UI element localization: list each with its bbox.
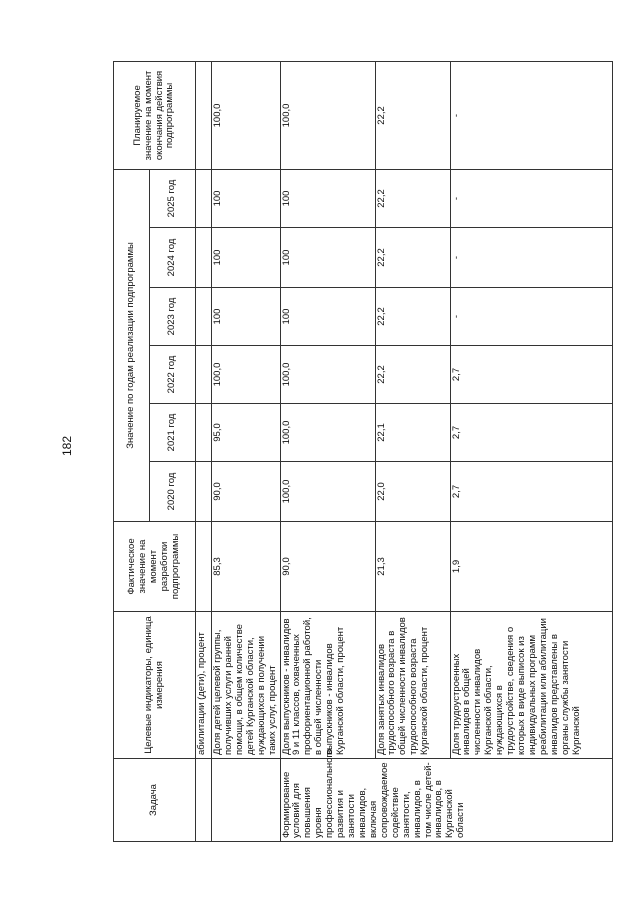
indicator-cell: Доля выпускников - инвалидов 9 и 11 классов, охваченных профориентационной работой, в общей численности выпускников - инвалидов Курганской области, процент (280, 612, 375, 759)
header-year-2022: 2022 год (150, 346, 196, 404)
value-2022-cell (196, 346, 212, 404)
value-2021-cell: 22,1 (375, 404, 450, 462)
planned-cell: 100,0 (280, 61, 375, 169)
actual-cell: 21,3 (375, 522, 450, 612)
value-2020-cell: 22,0 (375, 462, 450, 522)
actual-cell (196, 522, 212, 612)
value-2021-cell: 95,0 (212, 404, 281, 462)
value-2020-cell: 100,0 (280, 462, 375, 522)
value-2025-cell: - (450, 169, 612, 227)
header-year-2024: 2024 год (150, 228, 196, 288)
page-number: 182 (60, 435, 74, 457)
value-2025-cell: 100 (212, 169, 281, 227)
header-year-2021: 2021 год (150, 404, 196, 462)
planned-cell: - (450, 61, 612, 169)
value-2020-cell (196, 462, 212, 522)
indicator-cell: абилитации (дети), процент (196, 612, 212, 759)
table-row (375, 61, 450, 841)
table-row (196, 61, 212, 841)
value-2023-cell: 100 (280, 288, 375, 346)
value-2024-cell (196, 228, 212, 288)
value-2021-cell: 2,7 (450, 404, 612, 462)
planned-cell (196, 61, 212, 169)
task-cell: Формирование условий для повышения уровня профессионального развития и занятости инвалидов, включая сопровождаемое содействие занятости, инвалидов, в том числе детей-инвалидов, в Курганской области (280, 759, 612, 842)
header-year-2025: 2025 год (150, 169, 196, 227)
indicator-cell: Доля занятых инвалидов трудоспособного возраста в общей численности инвалидов трудоспособного возраста Курганской области, процент (375, 612, 450, 759)
table-row (212, 61, 281, 841)
value-2024-cell: 100 (212, 228, 281, 288)
value-2024-cell: - (450, 228, 612, 288)
value-2023-cell: - (450, 288, 612, 346)
actual-cell: 90,0 (280, 522, 375, 612)
planned-cell: 22,2 (375, 61, 450, 169)
value-2020-cell: 90,0 (212, 462, 281, 522)
value-2022-cell: 2,7 (450, 346, 612, 404)
header-year-2020: 2020 год (150, 462, 196, 522)
value-2025-cell: 100 (280, 169, 375, 227)
header-year-2023: 2023 год (150, 288, 196, 346)
header-planned: Планируемое значение на момент окончания действия подпрограммы (114, 61, 196, 169)
value-2023-cell: 22,2 (375, 288, 450, 346)
indicator-cell: Доля детей целевой группы, получивших услуги ранней помощи, в общем количестве детей Курганской области, нуждающихся в получении таких услуг, процент (212, 612, 281, 759)
value-2020-cell: 2,7 (450, 462, 612, 522)
header-by-years: Значение по годам реализации подпрограммы (114, 169, 150, 521)
header-task: Задача (114, 759, 196, 842)
value-2022-cell: 100,0 (280, 346, 375, 404)
task-cell (196, 759, 212, 842)
value-2021-cell: 100,0 (280, 404, 375, 462)
header-indicator: Целевые индикаторы, единица измерения (114, 612, 196, 759)
value-2025-cell: 22,2 (375, 169, 450, 227)
header-actual: Фактическое значение на момент разработки подпрограммы (114, 522, 196, 612)
value-2021-cell (196, 404, 212, 462)
value-2024-cell: 100 (280, 228, 375, 288)
value-2025-cell (196, 169, 212, 227)
table-row (450, 61, 612, 841)
value-2023-cell: 100 (212, 288, 281, 346)
value-2022-cell: 100,0 (212, 346, 281, 404)
indicators-table (113, 61, 613, 842)
indicator-cell: Доля трудоустроенных инвалидов в общей численности инвалидов Курганской области, нуждающихся в трудоустройстве, сведения о которых в виде выписок из индивидуальных программ реабилитации или абилитации инвалидов представлены в органы службы занятости Курганской (450, 612, 612, 759)
actual-cell: 85,3 (212, 522, 281, 612)
planned-cell: 100,0 (212, 61, 281, 169)
value-2024-cell: 22,2 (375, 228, 450, 288)
task-cell (212, 759, 281, 842)
actual-cell: 1,9 (450, 522, 612, 612)
indicators-table-wrapper (113, 62, 613, 842)
value-2022-cell: 22,2 (375, 346, 450, 404)
value-2023-cell (196, 288, 212, 346)
table-row (280, 61, 375, 841)
